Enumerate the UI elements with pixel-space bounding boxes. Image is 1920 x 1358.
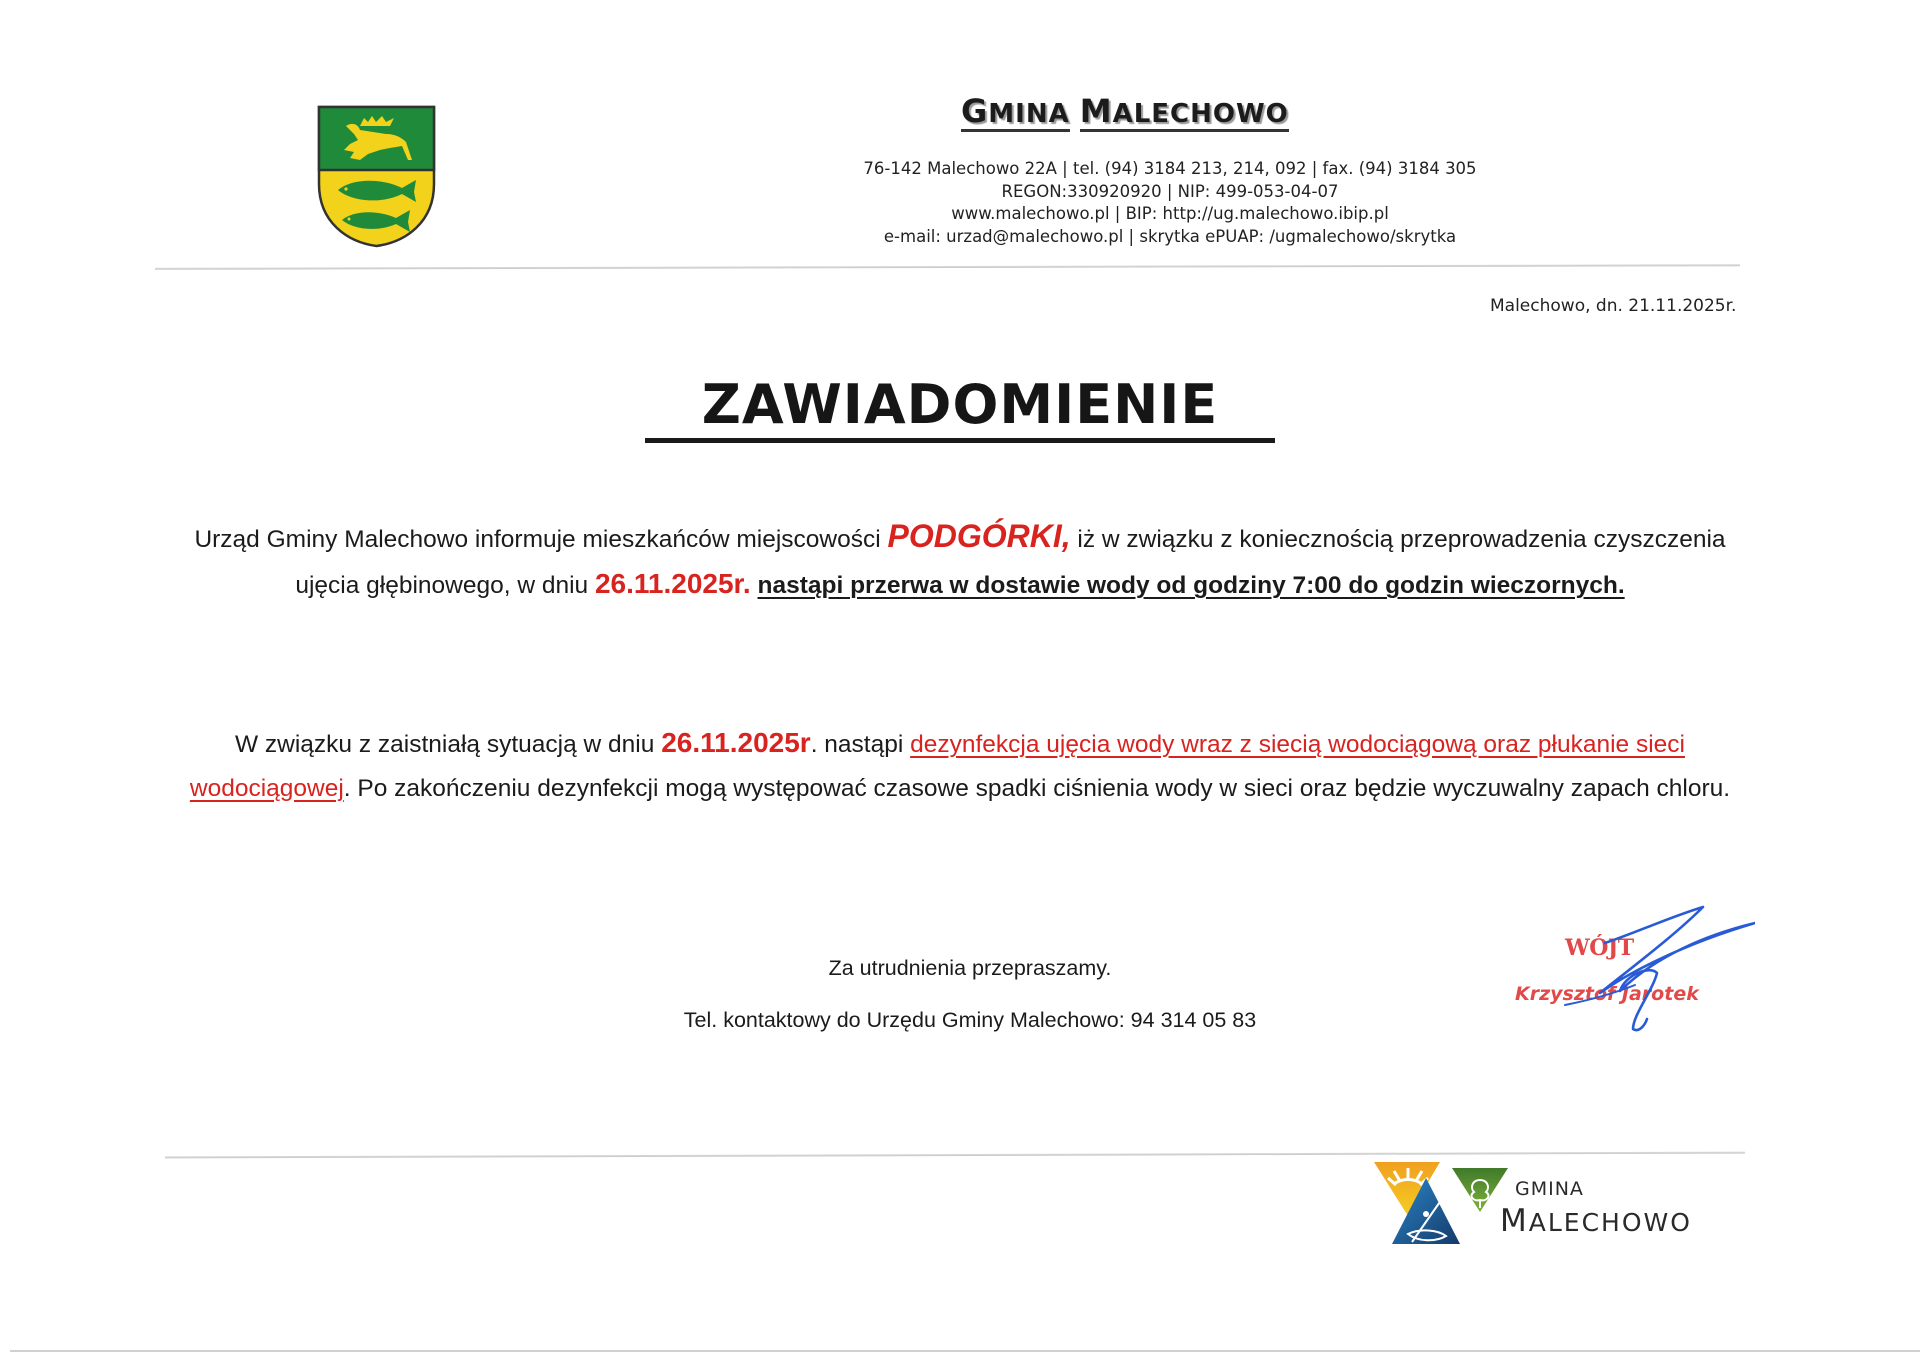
place-date: Malechowo, dn. 21.11.2025r. [1490, 296, 1737, 316]
document-title: ZAWIADOMIENIE [645, 373, 1275, 436]
coat-of-arms-icon [316, 104, 437, 249]
footer-logo-malechowo: MALECHOWO [1500, 1203, 1692, 1239]
title-underline [645, 438, 1275, 443]
notice-paragraph-2: W związku z zaistniałą sytuacją w dniu 26.11.2025r. nastąpi dezynfekcja ujęcia wody wraz z siecią wodociągową oraz płukanie sieci wodociągowej. Po zakończeniu dezynfekcji mogą występować czasowe spadki ciśnienia wody w sieci oraz będzie wyczuwalny zapach chloru. [189, 727, 1731, 802]
notice-paragraph-1: Urząd Gminy Malechowo informuje mieszkańców miejscowości PODGÓRKI, iż w związku z koniecznością przeprowadzenia czyszczenia ujęcia głębinowego, w dniu 26.11.2025r. nastąpi przerwa w dostawie wody od godziny 7:00 do godzin wieczornych. [194, 518, 1726, 599]
header-divider [155, 264, 1740, 270]
disinfection-date: 26.11.2025r [661, 727, 811, 758]
email-line: e-mail: urzad@malechowo.pl | skrytka ePUAP: /ugmalechowo/skrytka [883, 226, 1457, 246]
page-edge-line [10, 1350, 1920, 1352]
signature-stamp [1505, 895, 1755, 1035]
footer-logo [1368, 1156, 1718, 1256]
org-name: GMINA MALECHOWO [961, 92, 1289, 130]
address-block [790, 158, 1550, 248]
handwritten-signature-icon [1505, 895, 1755, 1035]
stamp-name: Krzysztof Jarotek [1515, 983, 1699, 1005]
footer-logo-gmina: GMINA [1515, 1178, 1584, 1200]
outage-notice: nastąpi przerwa w dostawie wody od godziny 7:00 do godzin wieczornych. [757, 572, 1625, 599]
registration-line: REGON:330920920 | NIP: 499-053-04-07 [1001, 181, 1339, 201]
disinfection-notice: dezynfekcja ujęcia wody wraz z siecią wodociągową oraz płukanie sieci wodociągowej [189, 731, 1685, 802]
outage-date: 26.11.2025r. [594, 568, 751, 599]
address-line: 76-142 Malechowo 22A | tel. (94) 3184 213, 214, 092 | fax. (94) 3184 305 [863, 159, 1477, 178]
stamp-title: WÓJT [1565, 935, 1634, 961]
apology-text: Za utrudnienia przepraszamy. [828, 956, 1112, 980]
contact-phone: Tel. kontaktowy do Urzędu Gminy Malechowo: 94 314 05 83 [683, 1008, 1257, 1032]
place-name: PODGÓRKI, [887, 518, 1071, 554]
closing-block [620, 942, 1320, 1046]
website-line: www.malechowo.pl | BIP: http://ug.malechowo.ibip.pl [951, 204, 1389, 223]
